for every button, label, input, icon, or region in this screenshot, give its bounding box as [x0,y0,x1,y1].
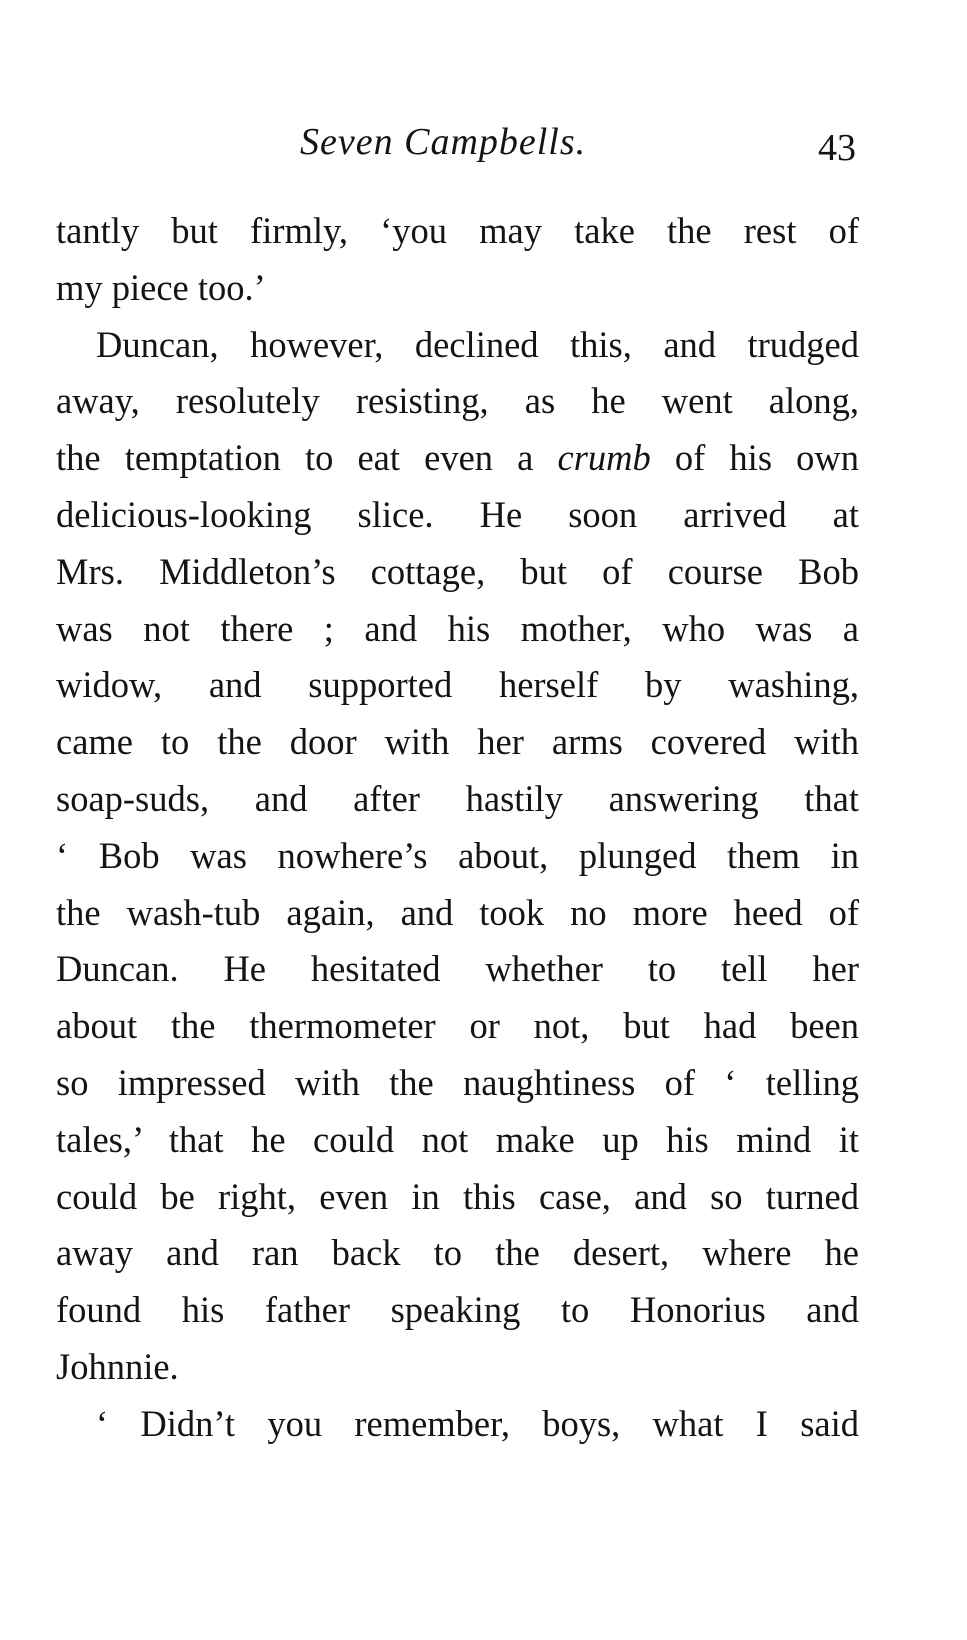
page-number: 43 [818,127,856,169]
text-line: about the thermometer or not, but had been [56,1005,859,1047]
italic-emphasis: crumb [557,437,651,479]
text-line: the wash-tub again, and took no more heed of [56,891,859,933]
text-line: ‘ Didn’t you remember, boys, what I said [96,1402,859,1444]
text-line: tantly but firmly, ‘you may take the rest of [56,210,859,251]
text-line-part: of his own [650,437,860,479]
text-line: Duncan, however, declined this, and trudged [96,323,859,365]
text-line: away, resolutely resisting, as he went along, [56,380,859,422]
text-line-part: the temptation to eat even a [56,437,558,479]
text-line: ‘ Bob was nowhere’s about, plunged them in [56,834,859,876]
text-line [56,430,859,487]
text-line: Duncan. He hesitated whether to tell her [56,948,859,990]
text-line: came to the door with her arms covered with [56,721,859,763]
text-line: found his father speaking to Honorius and [56,1289,859,1331]
text-line: widow, and supported herself by washing, [56,664,859,706]
body-text [56,203,859,1453]
text-line: away and ran back to the desert, where he [56,1232,859,1274]
text-line: Johnnie. [56,1345,179,1387]
text-line: tales,’ that he could not make up his mind it [56,1118,859,1160]
running-title: Seven Campbells. [300,121,587,163]
text-line: could be right, even in this case, and so turned [56,1175,859,1217]
text-line: Mrs. Middleton’s cottage, but of course Bob [56,550,859,592]
text-line: soap-suds, and after hastily answering that [56,777,859,819]
text-line: delicious-looking slice. He soon arrived at [56,493,859,535]
text-line: so impressed with the naughtiness of ‘ telling [56,1061,859,1103]
text-line: was not there ; and his mother, who was a [56,607,859,649]
text-line: my piece too.’ [56,266,266,308]
